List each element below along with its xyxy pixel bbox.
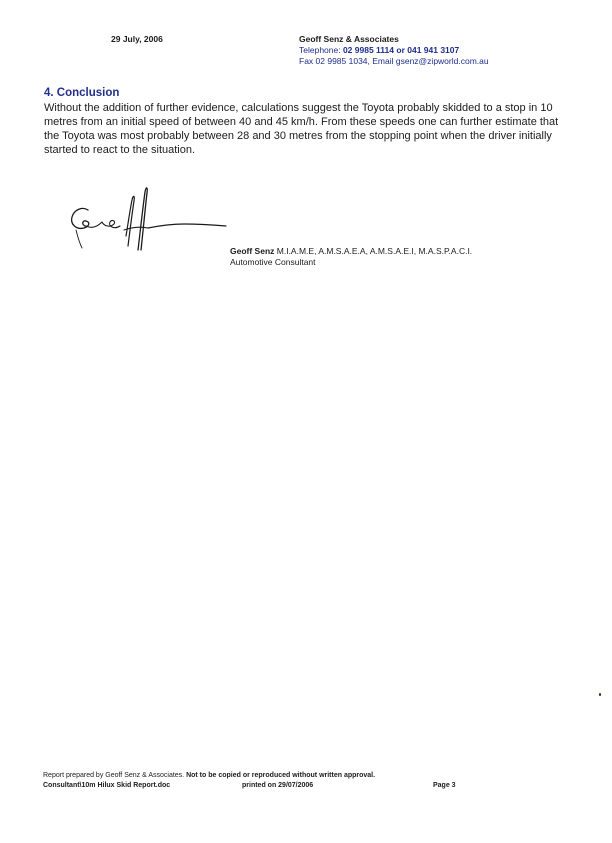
page-footer [43, 771, 463, 791]
signatory-name: Geoff Senz [230, 246, 275, 256]
footer-copyright-notice: Not to be copied or reproduced without written approval. [184, 772, 376, 779]
header-date: 29 July, 2006 [111, 34, 163, 44]
telephone-label: Telephone: [299, 45, 343, 55]
signatory-title: Automotive Consultant [230, 257, 316, 267]
footer-prepared-by: Report prepared by Geoff Senz & Associates. [43, 772, 185, 779]
firm-telephone [299, 45, 489, 56]
signatory-line [230, 246, 472, 257]
footer-printed-date: printed on 29/07/2006 [242, 781, 314, 789]
footer-meta-row [43, 781, 463, 791]
scan-speck [599, 693, 601, 696]
conclusion-section [44, 86, 564, 157]
section-body: Without the addition of further evidence, calculations suggest the Toyota probably skidded to a stop in 10 metres from an initial speed of between 40 and 45 km/h. From these speeds one can further estimate that the Toyota was most probably between 28 and 30 metres from the stopping point when the driver initially started to react to the situation. [44, 102, 559, 156]
firm-fax-email: Fax 02 9985 1034, Email gsenz@zipworld.com.au [299, 56, 489, 66]
footer-file-path: Consultant\10m Hilux Skid Report.doc [43, 781, 171, 789]
section-heading: 4. Conclusion [44, 87, 120, 99]
signature-block [230, 246, 472, 268]
telephone-numbers: 02 9985 1114 or 041 941 3107 [342, 45, 460, 55]
signatory-credentials: M.I.A.M.E, A.M.S.A.E.A, A.M.S.A.E.I, M.A.S.P.A.C.I. [274, 246, 473, 256]
footer-page-number: Page 3 [433, 781, 456, 789]
footer-notice-line [43, 771, 463, 781]
header-firm-details [299, 34, 489, 67]
handwritten-signature-icon [66, 184, 230, 254]
firm-name: Geoff Senz & Associates [299, 34, 399, 44]
